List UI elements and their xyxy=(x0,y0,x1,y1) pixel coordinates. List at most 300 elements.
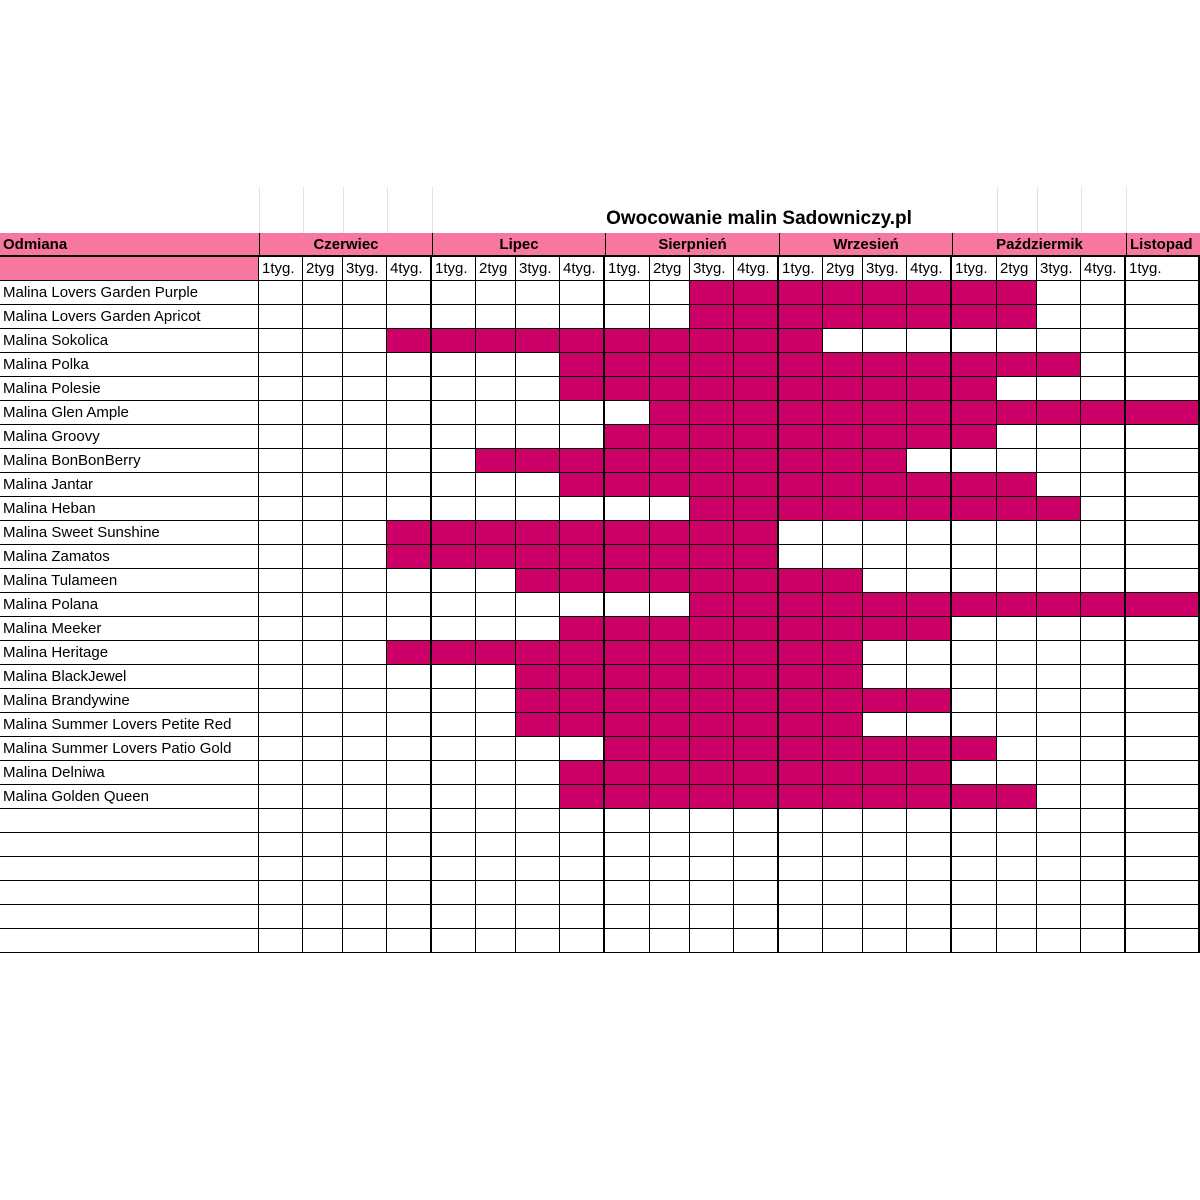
week-label: 3tyg. xyxy=(863,257,907,281)
empty-cell xyxy=(387,281,432,305)
empty-cell xyxy=(1081,641,1126,665)
empty-cell xyxy=(476,425,516,449)
empty-cell xyxy=(952,857,997,881)
empty-cell xyxy=(997,665,1037,689)
empty-cell xyxy=(476,905,516,929)
empty-cell xyxy=(432,449,476,473)
gridline xyxy=(1126,187,1127,233)
empty-cell xyxy=(343,593,387,617)
empty-cell xyxy=(343,929,387,953)
month-header: Listopad xyxy=(1126,233,1200,257)
fruiting-cell xyxy=(516,665,560,689)
variety-name: Malina Lovers Garden Purple xyxy=(0,281,259,305)
fruiting-cell xyxy=(907,737,952,761)
empty-cell xyxy=(907,545,952,569)
week-label: 4tyg. xyxy=(1081,257,1126,281)
empty-cell xyxy=(476,305,516,329)
fruiting-cell xyxy=(734,449,779,473)
fruiting-cell xyxy=(907,785,952,809)
empty-cell xyxy=(387,569,432,593)
empty-cell xyxy=(650,881,690,905)
empty-cell xyxy=(1126,569,1200,593)
empty-cell xyxy=(476,617,516,641)
fruiting-cell xyxy=(952,593,997,617)
fruiting-cell xyxy=(605,665,650,689)
empty-cell xyxy=(952,689,997,713)
fruiting-cell xyxy=(650,641,690,665)
empty-cell xyxy=(516,401,560,425)
empty-cell xyxy=(863,929,907,953)
empty-cell xyxy=(690,809,734,833)
empty-cell xyxy=(952,881,997,905)
empty-cell xyxy=(1126,785,1200,809)
empty-cell xyxy=(343,497,387,521)
empty-cell xyxy=(387,593,432,617)
fruiting-cell xyxy=(734,281,779,305)
variety-name: Malina Polka xyxy=(0,353,259,377)
empty-cell xyxy=(516,905,560,929)
fruiting-cell xyxy=(690,617,734,641)
empty-cell xyxy=(997,857,1037,881)
fruiting-cell xyxy=(650,353,690,377)
variety-column-header: Odmiana xyxy=(0,233,259,257)
fruiting-cell xyxy=(734,761,779,785)
fruiting-cell xyxy=(779,737,823,761)
empty-cell xyxy=(863,809,907,833)
fruiting-cell xyxy=(1081,593,1126,617)
empty-cell xyxy=(343,353,387,377)
empty-cell xyxy=(650,497,690,521)
fruiting-cell xyxy=(779,353,823,377)
empty-cell xyxy=(387,305,432,329)
empty-cell xyxy=(259,329,303,353)
empty-cell xyxy=(1037,377,1081,401)
empty-cell xyxy=(1037,737,1081,761)
month-header: Lipec xyxy=(432,233,605,257)
empty-cell xyxy=(432,881,476,905)
empty-cell xyxy=(516,281,560,305)
empty-cell xyxy=(952,905,997,929)
empty-cell xyxy=(863,665,907,689)
fruiting-cell xyxy=(650,377,690,401)
empty-cell xyxy=(432,569,476,593)
week-label: 2tyg xyxy=(997,257,1037,281)
empty-cell xyxy=(907,713,952,737)
week-label: 1tyg. xyxy=(259,257,303,281)
empty-cell xyxy=(516,857,560,881)
empty-cell xyxy=(387,425,432,449)
fruiting-cell xyxy=(1126,593,1200,617)
empty-cell xyxy=(387,617,432,641)
empty-cell xyxy=(476,737,516,761)
fruiting-cell xyxy=(734,737,779,761)
fruiting-cell xyxy=(734,689,779,713)
fruiting-cell xyxy=(823,785,863,809)
variety-name: Malina Sweet Sunshine xyxy=(0,521,259,545)
fruiting-cell xyxy=(779,449,823,473)
empty-cell xyxy=(1126,929,1200,953)
empty-cell xyxy=(1126,617,1200,641)
empty-cell xyxy=(303,377,343,401)
empty-cell xyxy=(1126,305,1200,329)
empty-cell xyxy=(1081,713,1126,737)
variety-name: Malina Zamatos xyxy=(0,545,259,569)
empty-cell xyxy=(605,305,650,329)
empty-cell xyxy=(1081,305,1126,329)
empty-row-label xyxy=(0,881,259,905)
empty-cell xyxy=(907,881,952,905)
fruiting-cell xyxy=(997,353,1037,377)
empty-cell xyxy=(387,353,432,377)
chart-title: Owocowanie malin Sadowniczy.pl xyxy=(606,208,912,229)
empty-cell xyxy=(863,905,907,929)
fruiting-cell xyxy=(823,305,863,329)
empty-cell xyxy=(387,401,432,425)
fruiting-cell xyxy=(650,425,690,449)
fruiting-cell xyxy=(476,449,516,473)
empty-cell xyxy=(516,929,560,953)
empty-cell xyxy=(303,689,343,713)
week-label: 4tyg. xyxy=(387,257,432,281)
fruiting-cell xyxy=(779,689,823,713)
empty-cell xyxy=(516,497,560,521)
empty-cell xyxy=(476,713,516,737)
empty-cell xyxy=(476,809,516,833)
fruiting-cell xyxy=(605,785,650,809)
empty-cell xyxy=(952,641,997,665)
fruiting-cell xyxy=(690,593,734,617)
gridline xyxy=(303,187,304,233)
variety-name: Malina Jantar xyxy=(0,473,259,497)
fruiting-cell xyxy=(863,353,907,377)
empty-cell xyxy=(476,689,516,713)
empty-cell xyxy=(1037,713,1081,737)
empty-cell xyxy=(650,305,690,329)
empty-cell xyxy=(343,665,387,689)
fruiting-cell xyxy=(516,521,560,545)
empty-cell xyxy=(779,809,823,833)
fruiting-cell xyxy=(734,473,779,497)
empty-cell xyxy=(343,521,387,545)
empty-cell xyxy=(516,617,560,641)
fruiting-cell xyxy=(690,353,734,377)
empty-cell xyxy=(605,833,650,857)
fruiting-cell xyxy=(516,641,560,665)
fruiting-cell xyxy=(734,665,779,689)
empty-cell xyxy=(303,905,343,929)
fruiting-cell xyxy=(690,305,734,329)
fruiting-cell xyxy=(690,449,734,473)
fruiting-cell xyxy=(650,665,690,689)
fruiting-cell xyxy=(1037,401,1081,425)
fruiting-cell xyxy=(907,425,952,449)
fruiting-cell xyxy=(690,377,734,401)
empty-cell xyxy=(303,473,343,497)
month-header: Paździermik xyxy=(952,233,1126,257)
empty-cell xyxy=(387,665,432,689)
fruiting-cell xyxy=(690,521,734,545)
fruiting-cell xyxy=(779,329,823,353)
empty-cell xyxy=(259,497,303,521)
gridline xyxy=(343,187,344,233)
week-label: 3tyg. xyxy=(1037,257,1081,281)
empty-cell xyxy=(343,377,387,401)
variety-name: Malina BlackJewel xyxy=(0,665,259,689)
empty-cell xyxy=(259,545,303,569)
empty-cell xyxy=(1126,425,1200,449)
empty-cell xyxy=(303,881,343,905)
variety-name: Malina Groovy xyxy=(0,425,259,449)
fruiting-cell xyxy=(997,305,1037,329)
variety-name: Malina Meeker xyxy=(0,617,259,641)
empty-cell xyxy=(1126,449,1200,473)
empty-cell xyxy=(779,545,823,569)
empty-cell xyxy=(303,281,343,305)
empty-cell xyxy=(1081,881,1126,905)
empty-cell xyxy=(476,785,516,809)
month-header: Wrzesień xyxy=(779,233,952,257)
gridline xyxy=(432,187,433,233)
empty-cell xyxy=(1126,689,1200,713)
empty-cell xyxy=(516,737,560,761)
fruiting-cell xyxy=(690,665,734,689)
fruiting-cell xyxy=(560,449,605,473)
empty-cell xyxy=(560,809,605,833)
fruiting-cell xyxy=(863,305,907,329)
fruiting-cell xyxy=(863,281,907,305)
fruiting-cell xyxy=(863,593,907,617)
fruiting-cell xyxy=(823,713,863,737)
fruiting-cell xyxy=(952,377,997,401)
empty-cell xyxy=(343,833,387,857)
empty-cell xyxy=(303,401,343,425)
fruiting-cell xyxy=(605,737,650,761)
empty-cell xyxy=(1126,353,1200,377)
fruiting-cell xyxy=(605,449,650,473)
fruiting-cell xyxy=(605,689,650,713)
week-label: 4tyg. xyxy=(734,257,779,281)
empty-cell xyxy=(303,713,343,737)
empty-cell xyxy=(952,713,997,737)
empty-cell xyxy=(650,833,690,857)
empty-cell xyxy=(303,617,343,641)
fruiting-cell xyxy=(823,449,863,473)
fruiting-cell xyxy=(779,665,823,689)
week-label: 1tyg. xyxy=(1126,257,1200,281)
empty-cell xyxy=(997,521,1037,545)
fruiting-cell xyxy=(690,737,734,761)
empty-cell xyxy=(1081,785,1126,809)
empty-cell xyxy=(343,425,387,449)
fruiting-cell xyxy=(1126,401,1200,425)
fruiting-cell xyxy=(650,617,690,641)
empty-cell xyxy=(863,329,907,353)
fruiting-cell xyxy=(734,545,779,569)
fruiting-cell xyxy=(863,497,907,521)
week-label: 1tyg. xyxy=(605,257,650,281)
variety-name: Malina Summer Lovers Petite Red xyxy=(0,713,259,737)
empty-cell xyxy=(1126,737,1200,761)
fruiting-cell xyxy=(387,641,432,665)
fruiting-cell xyxy=(516,569,560,593)
empty-cell xyxy=(303,353,343,377)
empty-cell xyxy=(863,713,907,737)
week-label: 2tyg xyxy=(823,257,863,281)
empty-cell xyxy=(516,425,560,449)
fruiting-cell xyxy=(952,425,997,449)
empty-cell xyxy=(432,785,476,809)
empty-cell xyxy=(1081,449,1126,473)
fruiting-cell xyxy=(952,785,997,809)
empty-row-label xyxy=(0,929,259,953)
empty-cell xyxy=(952,569,997,593)
empty-cell xyxy=(1037,521,1081,545)
fruiting-cell xyxy=(907,353,952,377)
empty-cell xyxy=(779,857,823,881)
empty-cell xyxy=(1037,833,1081,857)
empty-cell xyxy=(1081,281,1126,305)
empty-cell xyxy=(1081,833,1126,857)
empty-cell xyxy=(259,401,303,425)
empty-cell xyxy=(1126,521,1200,545)
fruiting-cell xyxy=(605,329,650,353)
empty-cell xyxy=(907,641,952,665)
empty-cell xyxy=(734,833,779,857)
empty-cell xyxy=(476,353,516,377)
gridline xyxy=(387,187,388,233)
fruiting-cell xyxy=(863,689,907,713)
empty-cell xyxy=(476,929,516,953)
empty-cell xyxy=(303,569,343,593)
fruiting-cell xyxy=(823,401,863,425)
fruiting-cell xyxy=(432,641,476,665)
empty-cell xyxy=(303,305,343,329)
empty-cell xyxy=(476,281,516,305)
fruiting-cell xyxy=(823,689,863,713)
fruiting-cell xyxy=(997,473,1037,497)
fruiting-cell xyxy=(560,713,605,737)
fruiting-cell xyxy=(560,545,605,569)
empty-cell xyxy=(690,881,734,905)
fruiting-cell xyxy=(605,713,650,737)
empty-cell xyxy=(1126,905,1200,929)
fruiting-cell xyxy=(907,761,952,785)
empty-cell xyxy=(259,761,303,785)
week-label: 3tyg. xyxy=(516,257,560,281)
empty-cell xyxy=(476,761,516,785)
fruiting-cell xyxy=(863,617,907,641)
fruiting-cell xyxy=(779,305,823,329)
fruiting-cell xyxy=(952,737,997,761)
empty-cell xyxy=(997,545,1037,569)
empty-cell xyxy=(432,377,476,401)
empty-cell xyxy=(432,497,476,521)
empty-cell xyxy=(387,809,432,833)
empty-cell xyxy=(343,713,387,737)
fruiting-cell xyxy=(907,689,952,713)
empty-cell xyxy=(690,857,734,881)
empty-cell xyxy=(432,401,476,425)
empty-cell xyxy=(432,689,476,713)
empty-cell xyxy=(1126,665,1200,689)
empty-cell xyxy=(476,881,516,905)
fruiting-cell xyxy=(734,401,779,425)
empty-cell xyxy=(690,905,734,929)
fruiting-cell xyxy=(907,401,952,425)
empty-cell xyxy=(863,521,907,545)
fruiting-cell xyxy=(734,353,779,377)
week-label: 3tyg. xyxy=(343,257,387,281)
fruiting-cell xyxy=(734,497,779,521)
empty-cell xyxy=(303,593,343,617)
empty-cell xyxy=(387,785,432,809)
empty-cell xyxy=(303,785,343,809)
fruiting-cell xyxy=(952,353,997,377)
fruiting-cell xyxy=(734,521,779,545)
empty-cell xyxy=(952,545,997,569)
fruiting-cell xyxy=(516,689,560,713)
empty-cell xyxy=(1081,761,1126,785)
empty-cell xyxy=(387,761,432,785)
empty-cell xyxy=(1037,329,1081,353)
empty-cell xyxy=(259,617,303,641)
empty-cell xyxy=(560,281,605,305)
empty-cell xyxy=(343,905,387,929)
empty-cell xyxy=(560,929,605,953)
empty-cell xyxy=(476,401,516,425)
variety-name: Malina Lovers Garden Apricot xyxy=(0,305,259,329)
fruiting-cell xyxy=(650,521,690,545)
empty-cell xyxy=(516,833,560,857)
empty-cell xyxy=(1081,617,1126,641)
empty-cell xyxy=(1081,569,1126,593)
empty-cell xyxy=(605,401,650,425)
fruiting-cell xyxy=(952,473,997,497)
fruiting-cell xyxy=(1037,497,1081,521)
empty-cell xyxy=(476,593,516,617)
fruiting-cell xyxy=(605,425,650,449)
fruiting-cell xyxy=(823,569,863,593)
empty-cell xyxy=(259,449,303,473)
fruiting-cell xyxy=(690,713,734,737)
empty-cell xyxy=(1037,569,1081,593)
empty-cell xyxy=(907,833,952,857)
empty-cell xyxy=(1081,905,1126,929)
fruiting-cell xyxy=(560,377,605,401)
empty-cell xyxy=(387,857,432,881)
empty-cell xyxy=(259,281,303,305)
empty-cell xyxy=(343,761,387,785)
empty-cell xyxy=(605,881,650,905)
empty-cell xyxy=(303,521,343,545)
empty-cell xyxy=(303,833,343,857)
empty-row-label xyxy=(0,809,259,833)
empty-cell xyxy=(863,569,907,593)
fruiting-cell xyxy=(823,497,863,521)
fruiting-cell xyxy=(734,425,779,449)
empty-cell xyxy=(605,857,650,881)
empty-cell xyxy=(259,521,303,545)
fruiting-cell xyxy=(560,761,605,785)
empty-cell xyxy=(560,593,605,617)
empty-cell xyxy=(259,881,303,905)
fruiting-cell xyxy=(1081,401,1126,425)
empty-cell xyxy=(303,641,343,665)
empty-row-label xyxy=(0,833,259,857)
empty-cell xyxy=(605,809,650,833)
fruiting-cell xyxy=(432,329,476,353)
empty-cell xyxy=(560,881,605,905)
